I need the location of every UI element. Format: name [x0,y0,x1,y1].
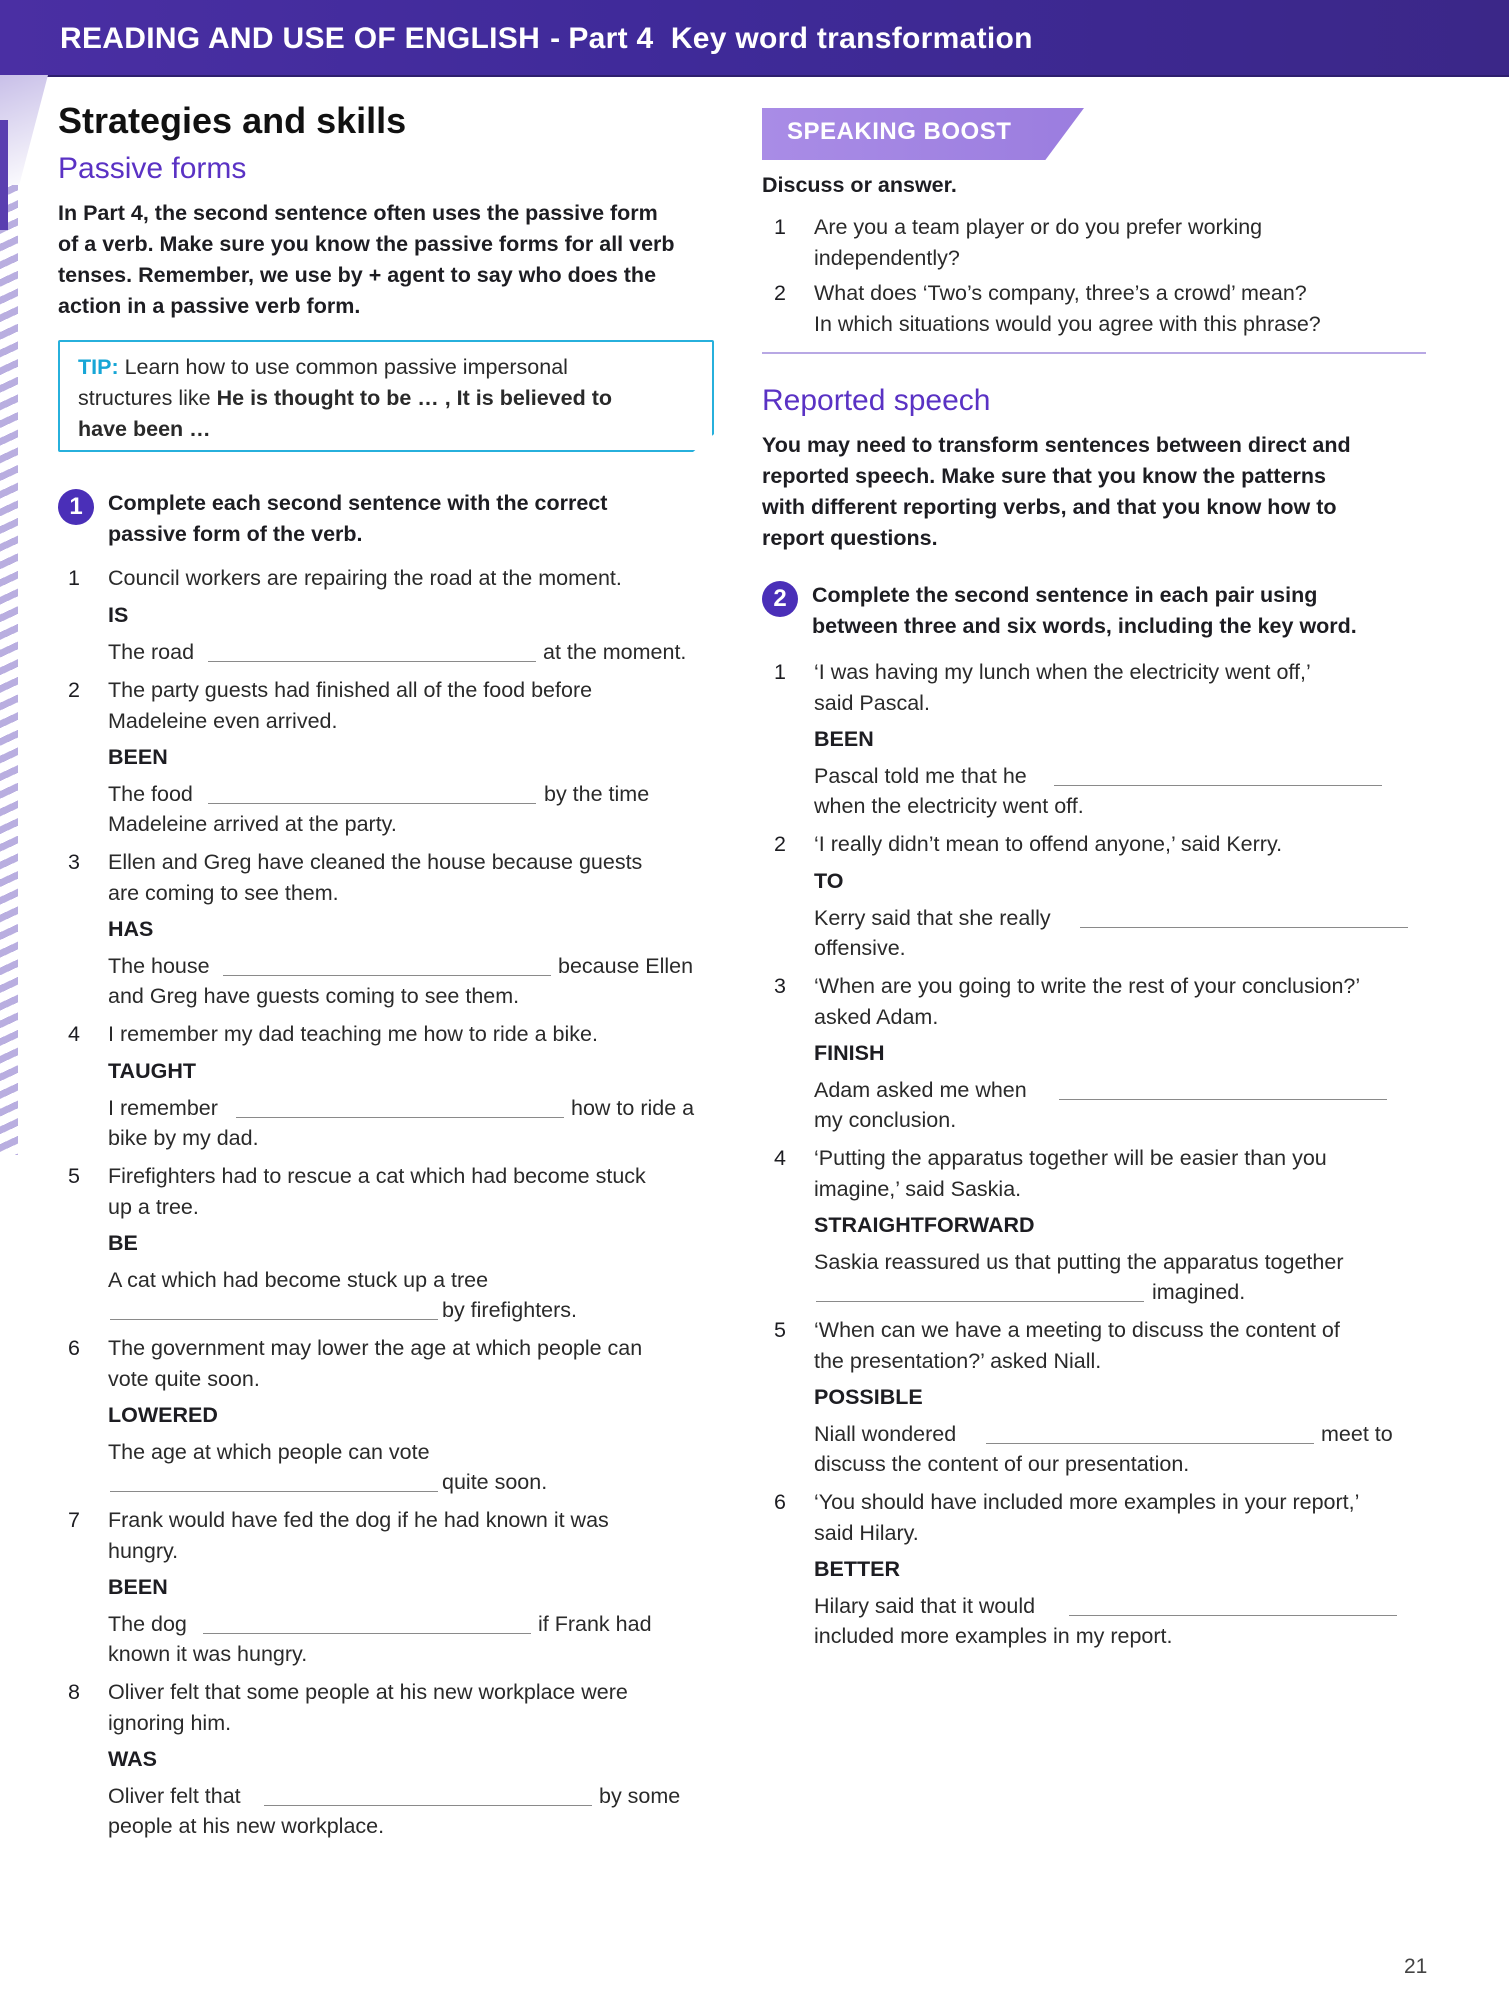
key-word: HAS [108,917,154,941]
tip-example: He is thought to be … , It is believed to [216,386,612,410]
exercise-instruction [108,488,607,550]
item-number: 5 [68,1164,80,1188]
subheading-passive-forms: Passive forms [58,152,247,185]
answer-prefix: Pascal told me that he [814,764,1027,788]
page-number: 21 [1404,1955,1428,1978]
answer-blank-line[interactable] [110,1319,438,1320]
answer-suffix: by some [599,1784,681,1808]
key-word: BEEN [108,745,168,769]
section-divider [762,352,1426,354]
exercise-number-badge: 1 [58,489,94,525]
answer-blank-line[interactable] [264,1805,592,1806]
answer-continuation: offensive. [814,936,906,960]
item-sentence [108,1677,748,1739]
item-sentence [108,1333,748,1395]
answer-continuation: when the electricity went off. [814,794,1084,818]
item-sentence-line: ‘When are you going to write the rest of your conclusion?’ [814,974,1361,998]
answer-prefix: The food [108,782,193,806]
item-sentence [108,675,748,737]
answer-continuation: bike by my dad. [108,1126,259,1150]
item-sentence-line: asked Adam. [814,1005,939,1029]
item-sentence-line: The party guests had finished all of the food before [108,678,593,702]
item-sentence-line: Frank would have fed the dog if he had known it was [108,1508,609,1532]
item-number: 2 [774,832,786,856]
intro-paragraph-passive [58,198,718,322]
key-word: BEEN [814,727,874,751]
page-header [0,0,1509,77]
answer-blank-line[interactable] [208,803,536,804]
subheading-reported-speech: Reported speech [762,384,991,417]
answer-continuation: people at his new workplace. [108,1814,385,1838]
item-sentence-line: said Hilary. [814,1521,919,1545]
item-sentence: Council workers are repairing the road at the moment. [108,566,622,590]
item-sentence-line: ‘Putting the apparatus together will be easier than you [814,1146,1327,1170]
answer-continuation: Madeleine arrived at the party. [108,812,397,836]
exercise-1-header [58,488,718,550]
answer-prefix: The dog [108,1612,187,1636]
intro-line: with different reporting verbs, and that you know how to [762,495,1337,519]
item-sentence-line: Ellen and Greg have cleaned the house because guests [108,850,643,874]
item-sentence-line: said Pascal. [814,691,930,715]
answer-prefix: Hilary said that it would [814,1594,1036,1618]
answer-continuation: discuss the content of our presentation. [814,1452,1190,1476]
item-sentence-line: Firefighters had to rescue a cat which had become stuck [108,1164,646,1188]
answer-blank-line[interactable] [223,975,551,976]
header-title [60,22,1033,56]
answer-prefix: Kerry said that she really [814,906,1051,930]
instruction-line: Complete the second sentence in each pair using [812,583,1318,607]
item-sentence-line: Oliver felt that some people at his new workplace were [108,1680,628,1704]
answer-prefix: Saskia reassured us that putting the apparatus together [814,1250,1344,1274]
item-number: 1 [68,566,80,590]
answer-blank-line[interactable] [236,1117,564,1118]
answer-prefix: I remember [108,1096,218,1120]
item-number: 3 [68,850,80,874]
answer-prefix: Niall wondered [814,1422,957,1446]
key-word: WAS [108,1747,157,1771]
exercise-number-badge: 2 [762,581,798,617]
key-word: BETTER [814,1557,900,1581]
item-sentence-line: up a tree. [108,1195,199,1219]
item-sentence-line: are coming to see them. [108,881,339,905]
item-number: 2 [774,281,786,305]
answer-suffix: at the moment. [543,640,687,664]
key-word: LOWERED [108,1403,218,1427]
answer-suffix: quite soon. [442,1470,548,1494]
item-number: 6 [774,1490,786,1514]
item-sentence [108,1505,748,1567]
answer-continuation: my conclusion. [814,1108,957,1132]
intro-line: of a verb. Make sure you know the passive forms for all verb [58,232,675,256]
answer-blank-line[interactable] [1080,927,1408,928]
answer-prefix: Adam asked me when [814,1078,1027,1102]
item-sentence-line: ‘I was having my lunch when the electricity went off,’ [814,660,1311,684]
item-sentence-line: The government may lower the age at which people can [108,1336,643,1360]
boost-question [814,212,1434,274]
item-sentence: ‘I really didn’t mean to offend anyone,’ said Kerry. [814,832,1283,856]
boost-intro: Discuss or answer. [762,173,957,197]
tip-text [78,352,698,445]
boost-question-line: In which situations would you agree with this phrase? [814,312,1321,336]
item-sentence [814,1315,1454,1377]
answer-blank-line[interactable] [110,1491,438,1492]
intro-line: In Part 4, the second sentence often uses the passive form [58,201,658,225]
item-sentence-line: the presentation?’ asked Niall. [814,1349,1102,1373]
answer-blank-line[interactable] [208,661,536,662]
item-sentence: I remember my dad teaching me how to ride a bike. [108,1022,598,1046]
section-heading: Strategies and skills [58,100,407,141]
item-number: 8 [68,1680,80,1704]
item-number: 4 [774,1146,786,1170]
answer-blank-line[interactable] [816,1301,1144,1302]
instruction-line: between three and six words, including the key word. [812,614,1357,638]
item-sentence [814,1143,1454,1205]
key-word: STRAIGHTFORWARD [814,1213,1035,1237]
answer-blank-line[interactable] [1054,785,1382,786]
intro-line: You may need to transform sentences between direct and [762,433,1351,457]
exercise-instruction [812,580,1357,642]
exercise-2-header [762,580,1432,642]
item-sentence [814,1487,1454,1549]
tip-line: Learn how to use common passive impersonal [124,355,568,379]
header-title-main: READING AND USE OF ENGLISH [60,22,541,55]
item-sentence-line: ‘You should have included more examples in your report,’ [814,1490,1360,1514]
item-number: 2 [68,678,80,702]
boost-question-line: independently? [814,246,960,270]
boost-question-line: What does ‘Two’s company, three’s a crowd’ mean? [814,281,1307,305]
tip-example: have been … [78,417,211,441]
answer-suffix: imagined. [1152,1280,1246,1304]
item-number: 4 [68,1022,80,1046]
answer-blank-line[interactable] [1069,1615,1397,1616]
answer-prefix: Oliver felt that [108,1784,241,1808]
key-word: FINISH [814,1041,885,1065]
boost-question-line: Are you a team player or do you prefer working [814,215,1263,239]
key-word: TAUGHT [108,1059,196,1083]
key-word: POSSIBLE [814,1385,923,1409]
header-title-part: Part 4 [568,22,654,55]
item-sentence [108,847,748,909]
answer-blank-line[interactable] [203,1633,531,1634]
item-sentence-line: ignoring him. [108,1711,232,1735]
side-decoration-strip [0,75,18,1155]
instruction-line: Complete each second sentence with the correct [108,491,608,515]
answer-continuation: and Greg have guests coming to see them. [108,984,520,1008]
tip-label: TIP: [78,355,119,379]
key-word: BEEN [108,1575,168,1599]
item-number: 5 [774,1318,786,1342]
item-sentence-line: Madeleine even arrived. [108,709,338,733]
instruction-line: passive form of the verb. [108,522,363,546]
item-number: 1 [774,660,786,684]
answer-suffix: because Ellen [558,954,694,978]
header-title-sub: Key word transformation [670,22,1033,55]
speaking-boost-label: SPEAKING BOOST [787,118,1012,145]
item-number: 3 [774,974,786,998]
answer-suffix: meet to [1321,1422,1393,1446]
intro-line: action in a passive verb form. [58,294,361,318]
tip-line: structures like [78,386,211,410]
intro-line: tenses. Remember, we use by + agent to say who does the [58,263,657,287]
intro-paragraph-reported [762,430,1432,554]
answer-continuation: known it was hungry. [108,1642,308,1666]
item-number: 1 [774,215,786,239]
item-sentence-line: ‘When can we have a meeting to discuss the content of [814,1318,1340,1342]
item-sentence-line: vote quite soon. [108,1367,260,1391]
item-sentence [814,971,1454,1033]
item-number: 6 [68,1336,80,1360]
item-number: 7 [68,1508,80,1532]
side-tab-marker [0,120,8,230]
boost-question [814,278,1434,340]
answer-suffix: how to ride a [571,1096,695,1120]
key-word: IS [108,603,129,627]
item-sentence-line: imagine,’ said Saskia. [814,1177,1022,1201]
answer-continuation: included more examples in my report. [814,1624,1173,1648]
key-word: BE [108,1231,138,1255]
intro-line: report questions. [762,526,938,550]
answer-suffix: if Frank had [538,1612,652,1636]
answer-blank-line[interactable] [986,1443,1314,1444]
item-sentence [814,657,1454,719]
item-sentence-line: hungry. [108,1539,179,1563]
answer-prefix: The age at which people can vote [108,1440,430,1464]
answer-blank-line[interactable] [1059,1099,1387,1100]
item-sentence [108,1161,748,1223]
intro-line: reported speech. Make sure that you know the patterns [762,464,1326,488]
header-title-sep: - [550,22,561,55]
answer-prefix: The house [108,954,210,978]
answer-suffix: by firefighters. [442,1298,578,1322]
answer-prefix: A cat which had become stuck up a tree [108,1268,489,1292]
answer-suffix: by the time [544,782,650,806]
key-word: TO [814,869,844,893]
answer-prefix: The road [108,640,195,664]
